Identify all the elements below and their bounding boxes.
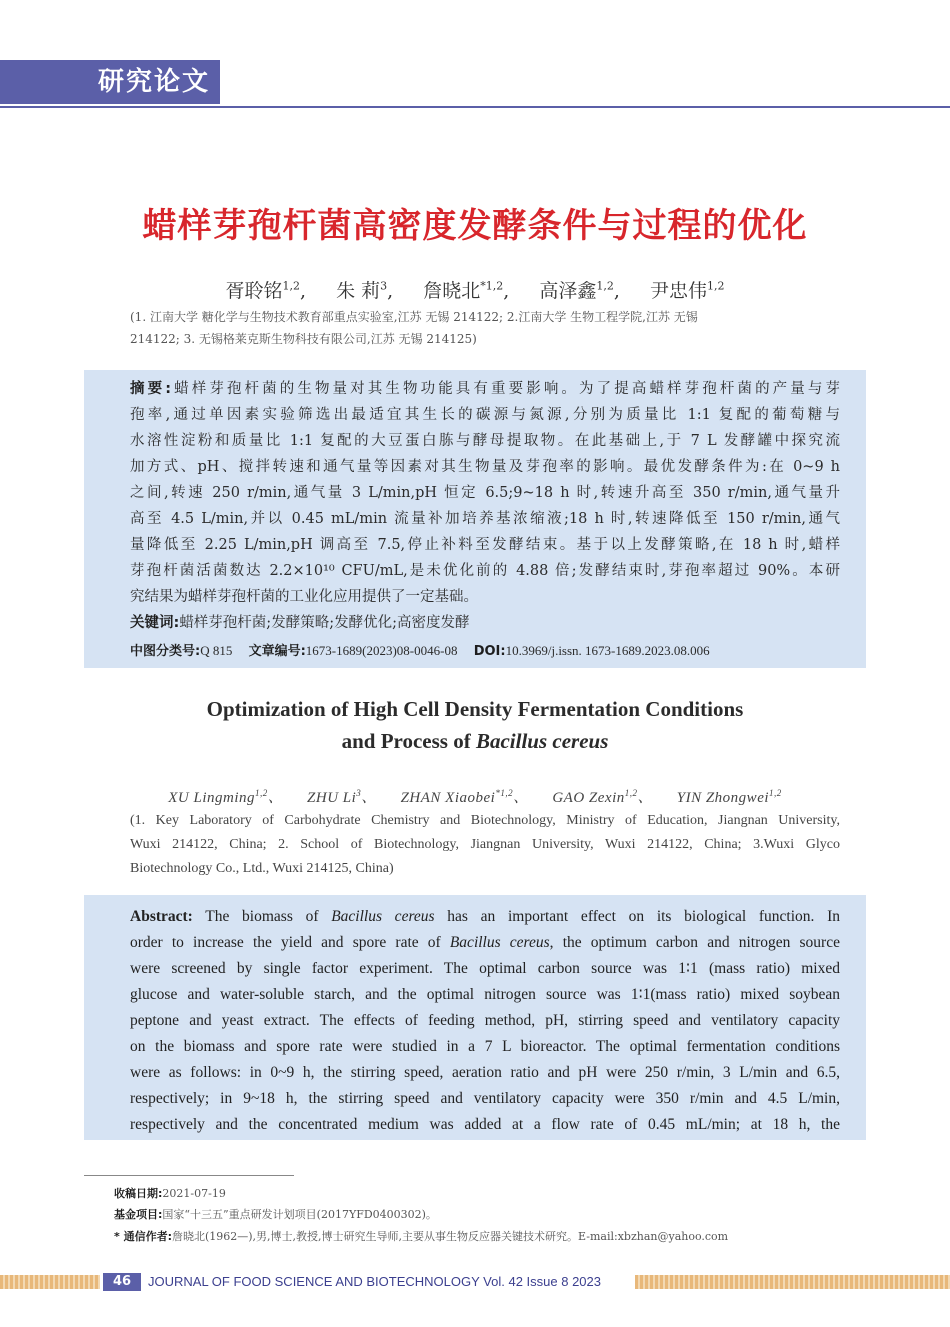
author-list-en [0,786,950,807]
author-en: XU Lingming$^{1,2}$、 [168,788,284,806]
paper-title-en-line2: and Process of Bacillus cereus [341,729,609,753]
keywords-cn: 关键词:蜡样芽孢杆菌;发酵策略;发酵优化;高密度发酵 [130,615,470,631]
author-en: GAO Zexin$^{1,2}$、 [552,788,653,806]
abstract-en-line: respectively and the concentrated medium was added at a flow rate of 0.45 mL/min; at 18 h, the [130,1116,840,1133]
abstract-cn-line: 量降低至 2.25 L/min,pH 调高至 7.5,停止补料至发酵结束。基于以上发酵策略,在 18 h 时,蜡样 [130,537,840,553]
author-en: ZHU Li$^3$、 [307,788,377,806]
header-rule [0,106,950,108]
abstract-cn-line: 孢率,通过单因素实验筛选出最适宜其生长的碳源与氮源,分别为质量比 1:1 复配的葡萄糖与 [130,407,840,423]
journal-footer: JOURNAL OF FOOD SCIENCE AND BIOTECHNOLOGY Vol. 42 Issue 8 2023 [148,1274,601,1289]
affiliation-en-line: Biotechnology Co., Ltd., Wuxi 214125, China) [130,861,394,876]
abstract-en-line: glucose and water-soluble starch, and the optimal nitrogen source was 1∶1(mass ratio) mixed soybean [130,986,840,1003]
abstract-cn-line: 之间,转速 250 r/min,通气量 3 L/min,pH 恒定 6.5;9~18 h 时,转速升高至 350 r/min,通气量升 [130,485,840,501]
affiliation-cn-line: (1. 江南大学 糖化学与生物技术教育部重点实验室,江苏 无锡 214122; 2.江南大学 生物工程学院,江苏 无锡 [130,310,698,324]
abstract-en-line: peptone and yeast extract. The effects of feeding method, pH, stirring speed and ventilatory capacity [130,1012,840,1029]
abstract-cn-line: 高至 4.5 L/min,并以 0.45 mL/min 流量补加培养基浓缩液;18 h 时,转速降低至 150 r/min,通气 [130,511,840,527]
page-number: 46 [103,1273,141,1291]
author-cn: 高泽鑫$^{1,2}$, [539,279,620,302]
abstract-en-line: respectively; in 9~18 h, the stirring speed and ventilatory capacity were 350 r/min and 4.5 L/min, [130,1090,840,1107]
author-cn: 詹晓北$^{*1,2}$, [423,279,510,302]
footer-stripe-right [635,1275,950,1289]
affiliation-en-line: (1. Key Laboratory of Carbohydrate Chemistry and Biotechnology, Ministry of Education, Jiangnan University, [130,813,840,828]
abstract-cn-line: 究结果为蜡样芽孢杆菌的工业化应用提供了一定基础。 [130,589,478,605]
author-cn: 尹忠伟$^{1,2}$ [649,279,725,302]
author-en: YIN Zhongwei$^{1,2}$ [676,788,782,806]
paper-title-cn: 蜡样芽孢杆菌高密度发酵条件与过程的优化 [142,206,808,246]
abstract-en-line: on the biomass and spore rate were studied in a 7 L bioreactor. The optimal fermentation conditions [130,1038,840,1055]
affiliation-en-line: Wuxi 214122, China; 2. School of Biotechnology, Jiangnan University, Wuxi 214122, China; 3.Wuxi Glyco [130,837,840,852]
author-en: ZHAN Xiaobei$^{*1,2}$、 [400,788,529,806]
abstract-en-line: were as follows: in 0~9 h, the stirring speed, aeration ratio and pH were 250 r/min, 3 L/min and 6.5, [130,1064,840,1081]
abstract-en-line: Abstract: The biomass of Bacillus cereus has an important effect on its biological function. In [130,908,840,925]
abstract-en-line: were screened by single factor experiment. The optimal carbon source was 1∶1 (mass ratio) mixed [130,960,840,977]
footnote-fund: 基金项目:国家“十三五”重点研发计划项目(2017YFD0400302)。 [114,1208,437,1221]
paper-title-en-line1: Optimization of High Cell Density Fermentation Conditions [206,697,744,721]
abstract-en-line: order to increase the yield and spore rate of Bacillus cereus, the optimum carbon and nitrogen source [130,934,840,951]
author-cn: 朱 莉$^3$, [336,279,394,302]
footer-stripe-left [0,1275,100,1289]
abstract-cn-line: 水溶性淀粉和质量比 1:1 复配的大豆蛋白胨与酵母提取物。在此基础上,于 7 L 发酵罐中探究流 [130,433,840,449]
footnote-rule [84,1175,294,1176]
author-cn: 胥聆铭$^{1,2}$, [225,279,307,302]
section-tag: 研究论文 [0,60,220,104]
affiliation-cn-line: 214122; 3. 无锡格莱克斯生物科技有限公司,江苏 无锡 214125) [130,332,477,346]
abstract-cn-line: 芽孢杆菌活菌数达 2.2×10¹⁰ CFU/mL,是未优化前的 4.88 倍;发酵结束时,芽孢率超过 90%。本研 [130,563,840,579]
abstract-cn-line: 加方式、pH、搅拌转速和通气量等因素对其生物量及芽孢率的影响。最优发酵条件为:在 0~9 h [130,459,840,475]
footnote-corresponding: * 通信作者:詹晓北(1962—),男,博士,教授,博士研究生导师,主要从事生物反应器关键技术研究。E-mail:xbzhan@yahoo.com [114,1230,729,1243]
footnote-received: 收稿日期:2021-07-19 [114,1187,226,1200]
author-list-cn [0,276,950,303]
abstract-cn-line: 摘要:蜡样芽孢杆菌的生物量对其生物功能具有重要影响。为了提高蜡样芽孢杆菌的产量与芽 [130,381,840,397]
article-meta: 中图分类号:Q 815 文章编号:1673-1689(2023)08-0046-08 DOI:10.3969/j.issn. 1673-1689.2023.08.006 [130,643,710,659]
